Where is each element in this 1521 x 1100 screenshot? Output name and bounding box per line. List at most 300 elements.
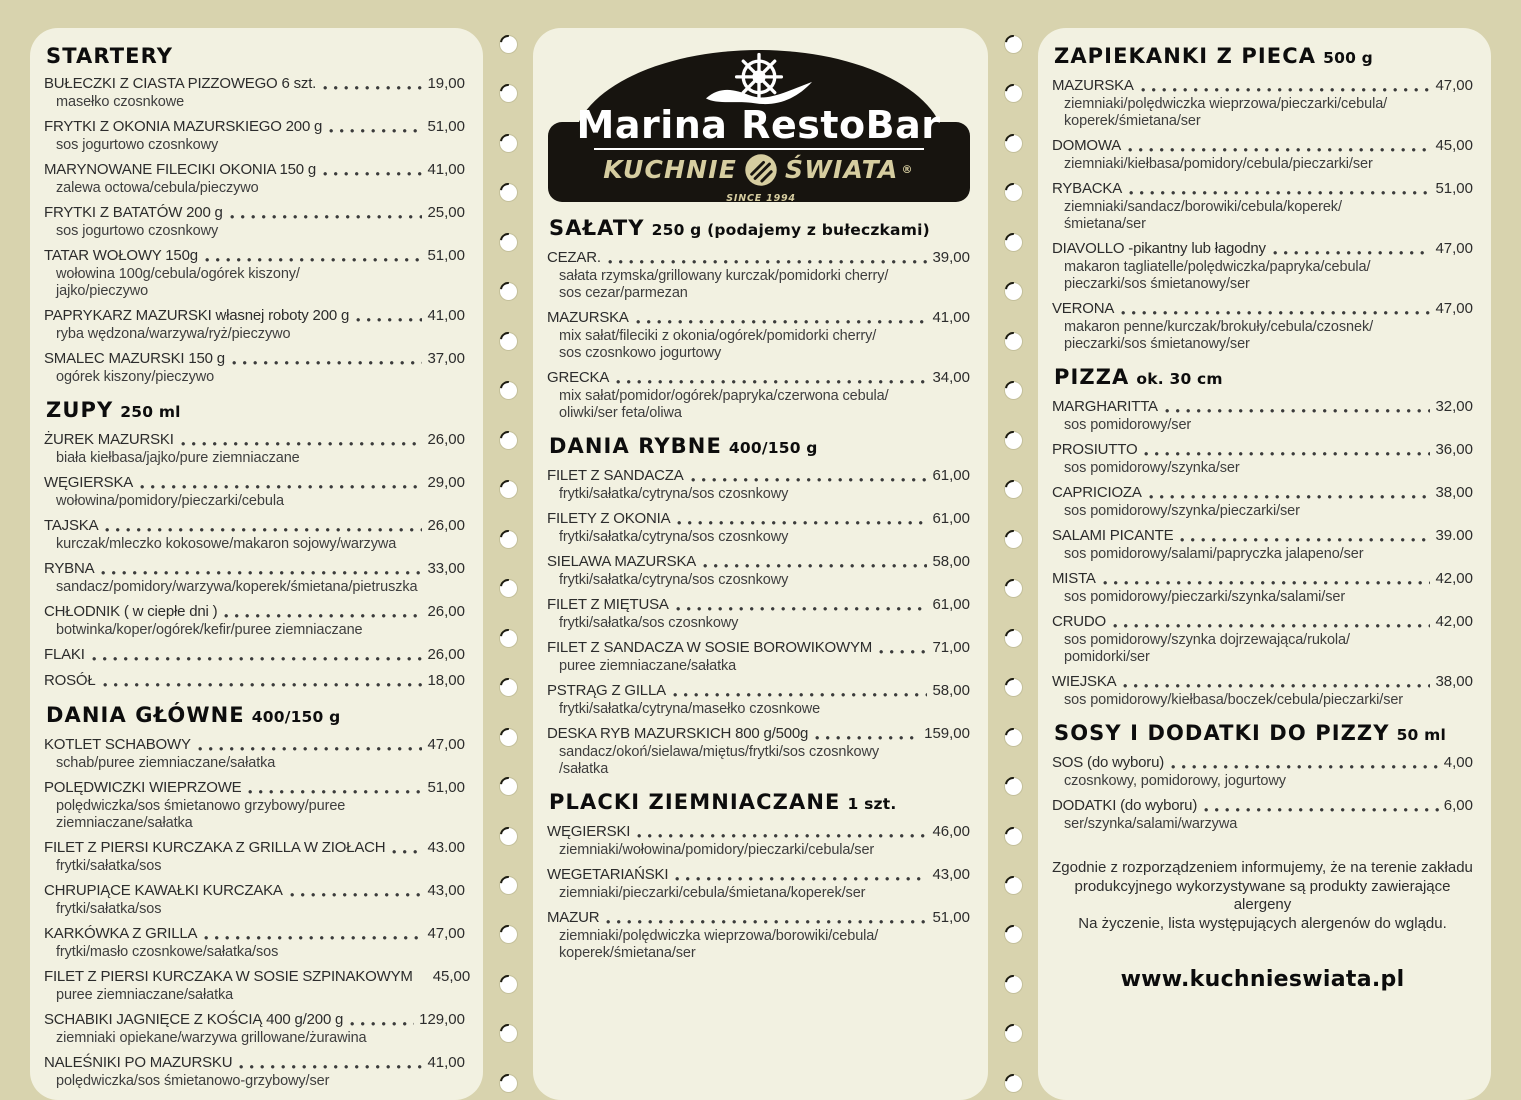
binding-hole (500, 729, 517, 746)
binding-strip-left (483, 28, 533, 1100)
menu-item-price: 46,00 (932, 823, 970, 840)
dot-leader (636, 319, 928, 325)
menu-item-price: 26,00 (427, 431, 465, 448)
binding-hole (500, 778, 517, 795)
binding-hole (1005, 679, 1022, 696)
binding-hole (500, 531, 517, 548)
dot-leader (1171, 764, 1439, 770)
menu-item-row (44, 516, 465, 536)
menu-item-price: 51,00 (427, 779, 465, 796)
binding-hole (1005, 36, 1022, 53)
menu-item-description: sos cezar/parmezan (559, 285, 688, 301)
binding-hole (1005, 1025, 1022, 1042)
menu-item-row (44, 838, 465, 858)
menu-item-price: 47,00 (427, 736, 465, 753)
dot-leader (691, 477, 928, 483)
menu-item-description: botwinka/koper/ogórek/kefir/puree ziemniaczane (56, 622, 363, 638)
dot-leader (392, 849, 422, 855)
menu-item-name: FILET Z SANDACZA (547, 467, 684, 484)
menu-item-price: 129,00 (419, 1011, 465, 1028)
menu-item (44, 559, 465, 596)
dot-leader (616, 379, 927, 385)
dot-leader (703, 563, 927, 569)
menu-item-description: czosnkowy, pomidorowy, jogurtowy (1064, 773, 1286, 789)
dot-leader (1113, 623, 1430, 629)
menu-item-price: 25,00 (427, 204, 465, 221)
binding-strip-right (988, 28, 1038, 1100)
menu-item-description: polędwiczka/sos śmietanowo grzybowy/puree (56, 798, 346, 814)
menu-item-name: MARYNOWANE FILECIKI OKONIA 150 g (44, 161, 317, 178)
menu-item-row (547, 509, 970, 529)
menu-item-row (1052, 483, 1473, 503)
menu-item-price: 47,00 (1435, 77, 1473, 94)
menu-item-name: SOS (do wyboru) (1052, 754, 1165, 771)
section-subtitle: 500 g (1323, 49, 1373, 67)
menu-item (1052, 299, 1473, 353)
binding-hole (1005, 283, 1022, 300)
menu-item (1052, 136, 1473, 173)
binding-hole (1005, 1075, 1022, 1092)
menu-item-price: 42,00 (1435, 570, 1473, 587)
menu-item-name: MAZURSKA (1052, 77, 1134, 94)
menu-item-description: jajko/pieczywo (56, 283, 149, 299)
menu-item-price: 61,00 (932, 510, 970, 527)
binding-hole (500, 679, 517, 696)
section-header (46, 44, 465, 68)
menu-item-price: 42,00 (1435, 613, 1473, 630)
section-title: SOSY I DODATKI DO PIZZY (1054, 721, 1390, 745)
menu-item-price: 32,00 (1435, 398, 1473, 415)
menu-item-row (44, 430, 465, 450)
menu-item-description: ziemniaki/pieczarki/cebula/śmietana/koperek/ser (559, 885, 866, 901)
menu-item-price: 38,00 (1435, 673, 1473, 690)
menu-item (44, 881, 465, 918)
menu-item-description: ziemniaczane/sałatka (56, 815, 193, 831)
menu-item (44, 203, 465, 240)
menu-item-row (44, 246, 465, 266)
dot-leader (1165, 408, 1431, 414)
logo-divider (594, 148, 924, 150)
section-title: PIZZA (1054, 365, 1130, 389)
menu-item-row (547, 681, 970, 701)
menu-item-name: DIAVOLLO -pikantny lub łagodny (1052, 240, 1266, 257)
menu-item-row (44, 117, 465, 137)
menu-item (547, 638, 970, 675)
website-url: www.kuchnieswiata.pl (1120, 967, 1405, 992)
menu-item-price: 41,00 (427, 161, 465, 178)
section-header (1054, 365, 1473, 391)
section-subtitle: 250 ml (120, 403, 181, 421)
binding-hole (1005, 432, 1022, 449)
menu-item-row (1052, 299, 1473, 319)
menu-panel-center (533, 28, 988, 1100)
binding-hole (500, 481, 517, 498)
menu-item-description: sos pomidorowy/szynka dojrzewająca/rukola/ (1064, 632, 1350, 648)
menu-item (1052, 76, 1473, 130)
menu-item-name: FILET Z SANDACZA W SOSIE BOROWIKOWYM (547, 639, 873, 656)
menu-item-row (44, 349, 465, 369)
menu-item-price: 58,00 (932, 682, 970, 699)
menu-item (44, 671, 465, 691)
menu-item-description: schab/puree ziemniaczane/sałatka (56, 755, 276, 771)
dot-leader (1149, 494, 1431, 500)
allergen-note (1052, 859, 1473, 933)
menu-item-description: frytki/sałatka/cytryna/sos czosnkowy (559, 529, 789, 545)
menu-item (44, 1010, 465, 1047)
menu-item-price: 159,00 (924, 725, 970, 742)
section-header (549, 216, 970, 242)
menu-item-name: VERONA (1052, 300, 1115, 317)
menu-item-description: /sałatka (559, 761, 609, 777)
menu-item-description: frytki/sałatka/cytryna/sos czosnkowy (559, 486, 789, 502)
menu-item-name: ROSÓŁ (44, 672, 96, 689)
globe-cutlery-icon (744, 153, 778, 187)
menu-item-description: makaron penne/kurczak/brokuły/cebula/czosnek/ (1064, 319, 1374, 335)
section-header (1054, 44, 1473, 70)
binding-hole (500, 184, 517, 201)
dot-leader (105, 527, 422, 533)
menu-item-price: 29,00 (427, 474, 465, 491)
binding-hole (1005, 778, 1022, 795)
section-header (46, 703, 465, 729)
binding-hole (1005, 976, 1022, 993)
menu-item-row (44, 881, 465, 901)
dot-leader (92, 656, 423, 662)
dot-leader (329, 128, 422, 134)
binding-hole (1005, 85, 1022, 102)
menu-item-price: 38,00 (1435, 484, 1473, 501)
menu-item-price: 43,00 (932, 866, 970, 883)
menu-item-name: MAZUR (547, 909, 600, 926)
menu-item-row (44, 778, 465, 798)
dot-leader (1129, 190, 1430, 196)
menu-item-description: sos jogurtowo czosnkowy (56, 223, 219, 239)
dot-leader (323, 85, 422, 91)
menu-item-name: PROSIUTTO (1052, 441, 1138, 458)
dot-leader (1128, 147, 1430, 153)
brand-word-swiata: ŚWIATA (785, 155, 899, 184)
menu-item-description: zalewa octowa/cebula/pieczywo (56, 180, 259, 196)
menu-item-name: MISTA (1052, 570, 1096, 587)
dot-leader (356, 317, 422, 323)
menu-item (547, 248, 970, 302)
binding-hole (1005, 234, 1022, 251)
binding-hole (1005, 481, 1022, 498)
menu-item-description: śmietana/ser (1064, 216, 1146, 232)
restaurant-name: Marina RestoBar (576, 103, 941, 147)
menu-item-name: FILET Z PIERSI KURCZAKA Z GRILLA W ZIOŁACH (44, 839, 386, 856)
menu-item-price: 33,00 (427, 560, 465, 577)
menu-column-center (547, 216, 970, 962)
menu-item-name: CRUDO (1052, 613, 1106, 630)
menu-item-price: 51,00 (1435, 180, 1473, 197)
menu-item-row (44, 671, 465, 691)
menu-item (44, 246, 465, 300)
menu-item (44, 645, 465, 665)
menu-item (44, 838, 465, 875)
dot-leader (606, 919, 927, 925)
menu-item-description: sos pomidorowy/szynka/pieczarki/ser (1064, 503, 1300, 519)
menu-item-row (1052, 179, 1473, 199)
menu-item-price: 41,00 (427, 307, 465, 324)
dot-leader (204, 935, 422, 941)
menu-item-row (547, 308, 970, 328)
binding-hole (500, 828, 517, 845)
section-header (549, 790, 970, 816)
dot-leader (1273, 250, 1431, 256)
dot-leader (879, 649, 927, 655)
menu-item-row (1052, 753, 1473, 773)
dot-leader (676, 606, 928, 612)
menu-item-row (44, 160, 465, 180)
menu-item (44, 160, 465, 197)
menu-item-row (547, 865, 970, 885)
dot-leader (1141, 87, 1431, 93)
menu-item-name: SALAMI PICANTE (1052, 527, 1174, 544)
menu-item-row (547, 552, 970, 572)
section-title: PLACKI ZIEMNIACZANE (549, 790, 841, 814)
binding-hole (500, 1075, 517, 1092)
menu-item-description: wołowina 100g/cebula/ogórek kiszony/ (56, 266, 300, 282)
menu-item-price: 39.00 (1435, 527, 1473, 544)
menu-item-price: 39,00 (932, 249, 970, 266)
menu-item-name: SMALEC MAZURSKI 150 g (44, 350, 225, 367)
menu-item-description: ziemniaki/wołowina/pomidory/pieczarki/cebula/ser (559, 842, 875, 858)
menu-item-description: frytki/sałatka/cytryna/masełko czosnkowe (559, 701, 821, 717)
menu-item-description: pieczarki/sos śmietanowy/ser (1064, 276, 1250, 292)
menu-item (1052, 440, 1473, 477)
binding-hole (500, 36, 517, 53)
menu-item (1052, 397, 1473, 434)
section-title: ZUPY (46, 398, 114, 422)
menu-item-name: WIEJSKA (1052, 673, 1117, 690)
binding-hole (500, 630, 517, 647)
section-header (1054, 721, 1473, 747)
dot-leader (1103, 580, 1431, 586)
binding-hole (500, 926, 517, 943)
menu-item-row (547, 724, 970, 744)
menu-item-price: 4,00 (1443, 754, 1473, 771)
menu-item-row (547, 595, 970, 615)
menu-item-price: 26,00 (427, 646, 465, 663)
dot-leader (1180, 537, 1430, 543)
binding-hole (1005, 877, 1022, 894)
section-subtitle: 50 ml (1396, 726, 1446, 744)
menu-item-row (547, 248, 970, 268)
menu-item-description: sandacz/okoń/sielawa/miętus/frytki/sos czosnkowy (559, 744, 879, 760)
dot-leader (239, 1064, 422, 1070)
menu-item-row (44, 967, 471, 987)
menu-item-description: sos jogurtowo czosnkowy (56, 137, 219, 153)
menu-item-name: CAPRICIOZA (1052, 484, 1142, 501)
menu-item (44, 778, 465, 832)
menu-item-description: ser/szynka/salami/warzywa (1064, 816, 1238, 832)
menu-item-name: SCHABIKI JAGNIĘCE Z KOŚCIĄ 400 g/200 g (44, 1011, 344, 1028)
registered-mark: ® (901, 163, 914, 176)
dot-leader (230, 214, 423, 220)
binding-hole (1005, 926, 1022, 943)
menu-item-name: FILET Z PIERSI KURCZAKA W SOSIE SZPINAKOWYM (44, 968, 413, 985)
ship-wheel-icon (696, 52, 822, 110)
menu-item-row (1052, 76, 1473, 96)
dot-leader (637, 833, 927, 839)
dot-leader (677, 520, 927, 526)
menu-item-price: 26,00 (427, 517, 465, 534)
menu-item-description: puree ziemniaczane/sałatka (56, 987, 234, 1003)
menu-item-row (44, 645, 465, 665)
dot-leader (232, 360, 423, 366)
menu-item (547, 466, 970, 503)
allergen-note-line: produkcyjnego wykorzystywane są produkty zawierające alergeny (1074, 877, 1451, 913)
binding-hole (500, 382, 517, 399)
menu-item-description: sos pomidorowy/ser (1064, 417, 1192, 433)
menu-item (44, 117, 465, 154)
menu-item (1052, 672, 1473, 709)
menu-item-name: DODATKI (do wyboru) (1052, 797, 1198, 814)
menu-item-price: 37,00 (427, 350, 465, 367)
menu-item-description: ryba wędzona/warzywa/ryż/pieczywo (56, 326, 291, 342)
section-subtitle: 400/150 g (251, 708, 341, 726)
menu-item-name: TATAR WOŁOWY 150g (44, 247, 198, 264)
dot-leader (420, 978, 428, 984)
menu-item-description: koperek/śmietana/ser (1064, 113, 1201, 129)
menu-item-description: sos pomidorowy/pieczarki/szynka/salami/ser (1064, 589, 1346, 605)
menu-item (547, 822, 970, 859)
menu-item-price: 51,00 (427, 247, 465, 264)
menu-item-name: POLĘDWICZKI WIEPRZOWE (44, 779, 242, 796)
menu-item-row (547, 908, 970, 928)
menu-item-name: DOMOWA (1052, 137, 1122, 154)
menu-item-price: 34,00 (932, 369, 970, 386)
menu-item-row (44, 1053, 465, 1073)
section-title: STARTERY (46, 44, 173, 68)
binding-hole (1005, 828, 1022, 845)
menu-item (44, 1053, 465, 1090)
binding-hole (1005, 580, 1022, 597)
menu-item-row (44, 74, 465, 94)
menu-item-description: frytki/masło czosnkowe/sałatka/sos (56, 944, 279, 960)
dot-leader (1123, 683, 1430, 689)
allergen-note-line: Na życzenie, lista występujących alergenów do wglądu. (1078, 914, 1447, 932)
menu-item-description: sos pomidorowy/kiełbasa/boczek/cebula/pieczarki/ser (1064, 692, 1404, 708)
menu-item-row (44, 1010, 465, 1030)
binding-hole (500, 234, 517, 251)
menu-item-name: MAZURSKA (547, 309, 629, 326)
menu-item-name: FILETY Z OKONIA (547, 510, 671, 527)
dot-leader (1144, 451, 1430, 457)
menu-item-name: FRYTKI Z OKONIA MAZURSKIEGO 200 g (44, 118, 323, 135)
menu-column-left (44, 44, 471, 1090)
menu-item (1052, 483, 1473, 520)
menu-item-name: KARKÓWKA Z GRILLA (44, 925, 198, 942)
menu-item (1052, 612, 1473, 666)
menu-item-price: 45,00 (1435, 137, 1473, 154)
menu-item-row (44, 203, 465, 223)
menu-item-name: NALEŚNIKI PO MAZURSKU (44, 1054, 233, 1071)
menu-item (44, 430, 465, 467)
menu-item-description: sos czosnkowo jogurtowy (559, 345, 722, 361)
binding-hole (1005, 531, 1022, 548)
menu-item (44, 74, 465, 111)
menu-item-description: ogórek kiszony/pieczywo (56, 369, 215, 385)
menu-item (1052, 179, 1473, 233)
binding-hole (1005, 630, 1022, 647)
menu-item-price: 51,00 (427, 118, 465, 135)
menu-item-name: GRECKA (547, 369, 610, 386)
menu-item-description: frytki/sałatka/cytryna/sos czosnkowy (559, 572, 789, 588)
dot-leader (675, 876, 927, 882)
menu-item-name: PAPRYKARZ MAZURSKI własnej roboty 200 g (44, 307, 350, 324)
menu-item-price: 41,00 (427, 1054, 465, 1071)
menu-item (44, 473, 465, 510)
menu-item-name: CHRUPIĄCE KAWAŁKI KURCZAKA (44, 882, 283, 899)
menu-item-price: 41,00 (932, 309, 970, 326)
menu-item (547, 368, 970, 422)
menu-item-description: ziemniaki/polędwiczka wieprzowa/borowiki/cebula/ (559, 928, 879, 944)
restaurant-logo (548, 50, 970, 202)
dot-leader (1204, 807, 1439, 813)
menu-item-name: FLAKI (44, 646, 85, 663)
menu-item-name: PSTRĄG Z GILLA (547, 682, 666, 699)
menu-item-description: kurczak/mleczko kokosowe/makaron sojowy/warzywa (56, 536, 397, 552)
menu-item-description: pieczarki/sos śmietanowy/ser (1064, 336, 1250, 352)
menu-item-price: 51,00 (932, 909, 970, 926)
section-title: ZAPIEKANKI Z PIECA (1054, 44, 1317, 68)
menu-item (1052, 753, 1473, 790)
menu-item-row (1052, 239, 1473, 259)
menu-panel-left (30, 28, 483, 1100)
menu-item-price: 43.00 (427, 839, 465, 856)
menu-item-description: frytki/sałatka/sos (56, 901, 162, 917)
menu-item-description: sandacz/pomidory/warzywa/koperek/śmietana/pietruszka (56, 579, 418, 595)
menu-item-row (547, 638, 970, 658)
menu-item (1052, 239, 1473, 293)
menu-item-row (44, 602, 465, 622)
dot-leader (205, 257, 423, 263)
menu-item-name: RYBACKA (1052, 180, 1123, 197)
binding-hole (500, 333, 517, 350)
menu-item (547, 595, 970, 632)
menu-item (44, 516, 465, 553)
menu-item-row (44, 559, 465, 579)
dot-leader (815, 735, 919, 741)
menu-item-name: CHŁODNIK ( w ciepłe dni ) (44, 603, 218, 620)
menu-item-name: FILET Z MIĘTUSA (547, 596, 669, 613)
menu-item (1052, 796, 1473, 833)
menu-item-price: 26,00 (427, 603, 465, 620)
menu-item-description: ziemniaki/polędwiczka wieprzowa/pieczarki/cebula/ (1064, 96, 1388, 112)
binding-hole (500, 1025, 517, 1042)
menu-item-price: 61,00 (932, 596, 970, 613)
menu-item-description: frytki/sałatka/sos (56, 858, 162, 874)
menu-item-row (1052, 569, 1473, 589)
menu-item-row (44, 306, 465, 326)
menu-item-description: sos pomidorowy/salami/papryczka jalapeno/ser (1064, 546, 1364, 562)
menu-item-name: SIELAWA MAZURSKA (547, 553, 697, 570)
menu-item-price: 18,00 (427, 672, 465, 689)
menu-item-price: 61,00 (932, 467, 970, 484)
menu-item-description: ziemniaki/kiełbasa/pomidory/cebula/pieczarki/ser (1064, 156, 1373, 172)
menu-item (44, 967, 471, 1004)
menu-item-price: 58,00 (932, 553, 970, 570)
menu-item-description: koperek/śmietana/ser (559, 945, 696, 961)
menu-item-description: pomidorki/ser (1064, 649, 1150, 665)
section-header (46, 398, 465, 424)
binding-hole (1005, 135, 1022, 152)
section-header (549, 434, 970, 460)
dot-leader (248, 789, 422, 795)
menu-item-price: 71,00 (932, 639, 970, 656)
